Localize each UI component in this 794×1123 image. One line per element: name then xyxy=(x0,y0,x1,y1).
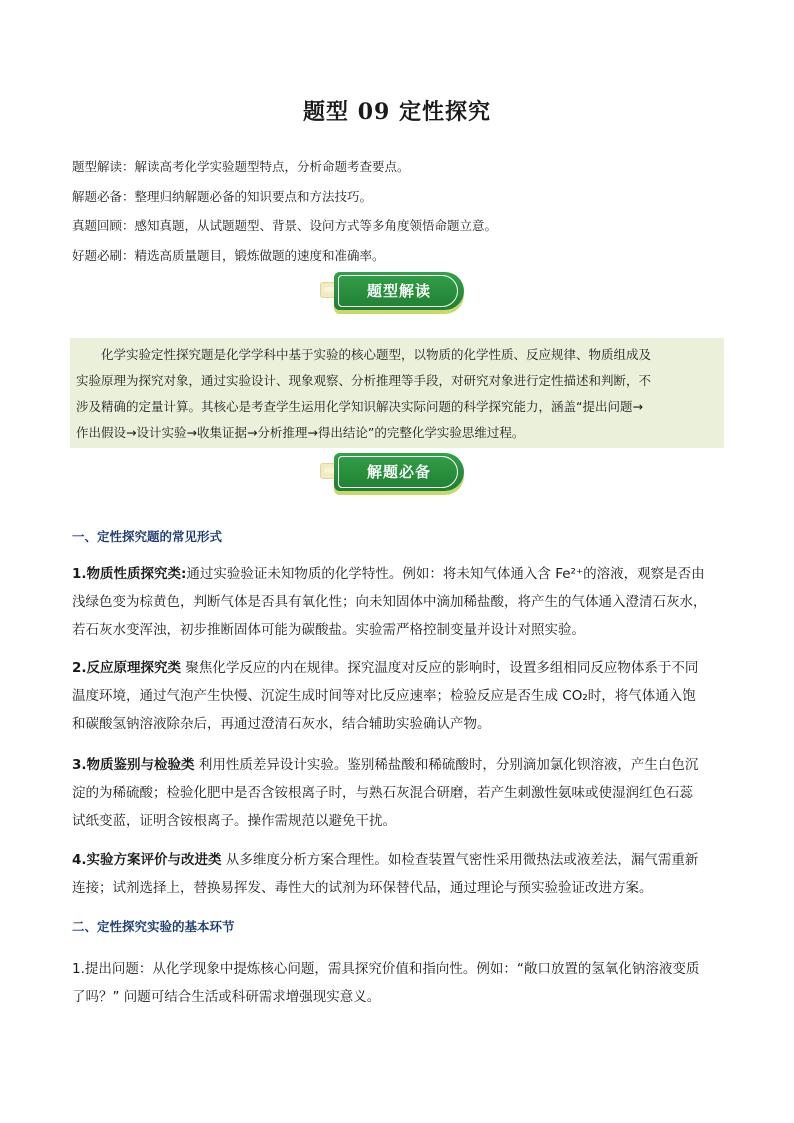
paragraph-property-inquiry: 1.物质性质探究类:通过实验验证未知物质的化学特性。例如：将未知气体通入含 Fe²⁺的溶液，观察是否由 浅绿色变为棕黄色，判断气体是否具有氧化性；向未知固体中滴加稀盐酸，将产生的气体通入澄清石灰水， 若石灰水变浑浊，初步推断固体可能为碳酸盐。实验需严格控制变量并设计对照实验。 xyxy=(72,566,707,638)
paragraph-lead: 3.物质鉴别与检验类 xyxy=(72,757,195,773)
paragraph-reaction-principle: 2.反应原理探究类 聚焦化学反应的内在规律。探究温度对反应的影响时，设置多组相同反应物体系于不同 温度环境，通过气泡产生快慢、沉淀生成时间等对比反应速率；检验反应是否生成 CO₂时，将气体通入饱 和碳酸氢钠溶液除杂后，再通过澄清石灰水，结合辅助实验确认产物。 xyxy=(72,660,699,732)
banner-label: 题型解读 xyxy=(366,282,431,300)
section-banner-solution-essentials xyxy=(320,453,468,497)
paragraph-raise-question: 1.提出问题：从化学现象中提炼核心问题，需具探究价值和指向性。例如：“敞口放置的氢氧化钠溶液变质 了吗？” 问题可结合生活或科研需求增强现实意义。 xyxy=(72,961,700,1005)
banner-pill xyxy=(334,272,464,310)
intro-item: 真题回顾：感知真题，从试题题型、背景、设问方式等多角度领悟命题立意。 xyxy=(72,218,498,233)
summary-line: 实验原理为探究对象，通过实验设计、现象观察、分析推理等手段，对研究对象进行定性描述和判断，不 xyxy=(76,373,652,388)
page-title: 题型 09 定性探究 xyxy=(303,99,491,125)
intro-item: 好题必刷：精选高质量题目，锻炼做题的速度和准确率。 xyxy=(72,247,385,263)
summary-box xyxy=(70,338,724,448)
paragraph-lead: 2.反应原理探究类 xyxy=(72,660,182,676)
summary-line: 作出假设→设计实验→收集证据→分析推理→得出结论”的完整化学实验思维过程。 xyxy=(76,425,525,440)
section-banner-question-type xyxy=(320,272,468,316)
paragraph-identification: 3.物质鉴别与检验类 利用性质差异设计实验。鉴别稀盐酸和稀硫酸时，分别滴加氯化钡溶液，产生白色沉 淀的为稀硫酸；检验化肥中是否含铵根离子时，与熟石灰混合研磨，若产生刺激性氨味或使湿润红色石蕊 试纸变蓝，证明含铵根离子。操作需规范以避免干扰。 xyxy=(72,757,699,829)
summary-line: 涉及精确的定量计算。其核心是考查学生运用化学知识解决实际问题的科学探究能力，涵盖“提出问题→ xyxy=(76,399,643,414)
section-heading: 一、定性探究题的常见形式 xyxy=(72,529,223,544)
summary-line: 化学实验定性探究题是化学学科中基于实验的核心题型，以物质的化学性质、反应规律、物质组成及 xyxy=(101,347,652,362)
paragraph-evaluation: 4.实验方案评价与改进类 从多维度分析方案合理性。如检查装置气密性采用微热法或液差法，漏气需重新 连接；试剂选择上，替换易挥发、毒性大的试剂为环保替代品，通过理论与预实验验证改进方案。 xyxy=(72,852,699,896)
banner-pill xyxy=(334,453,464,491)
section-heading: 二、定性探究实验的基本环节 xyxy=(72,919,235,934)
intro-item: 解题必备：整理归纳解题必备的知识要点和方法技巧。 xyxy=(72,188,373,204)
intro-list xyxy=(72,152,732,270)
paragraph-lead: 1.物质性质探究类: xyxy=(72,566,187,582)
paragraph-lead: 4.实验方案评价与改进类 xyxy=(72,852,222,868)
banner-label: 解题必备 xyxy=(366,463,431,481)
intro-item: 题型解读：解读高考化学实验题型特点，分析命题考查要点。 xyxy=(72,159,410,174)
